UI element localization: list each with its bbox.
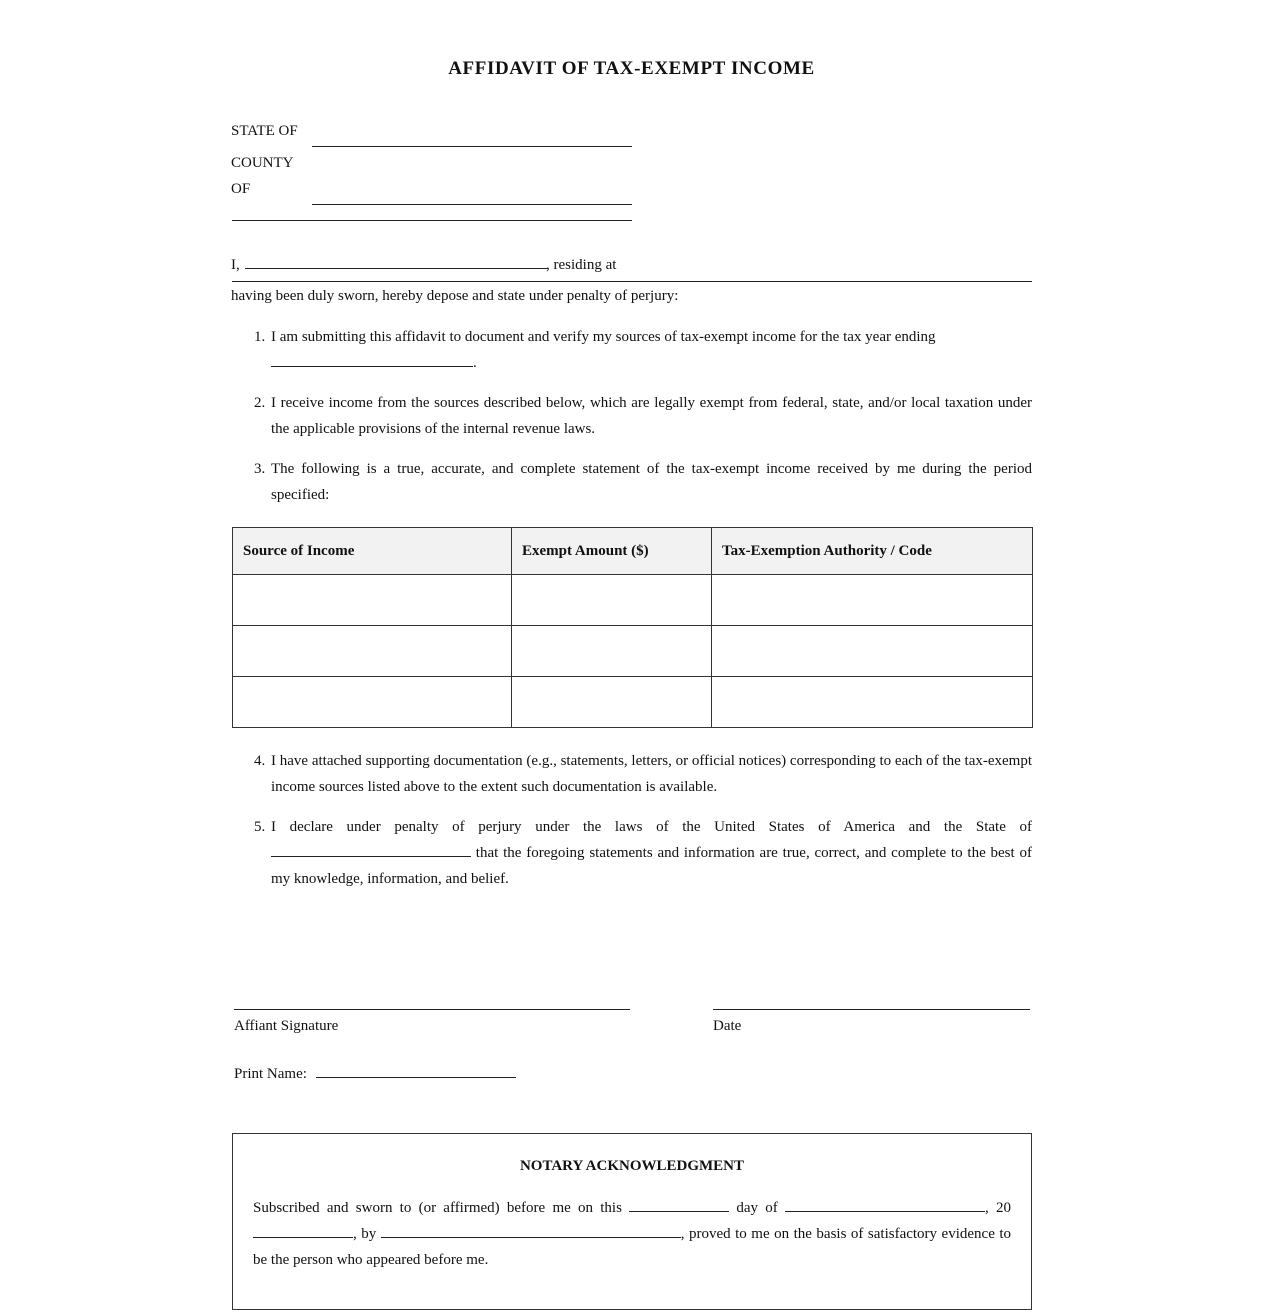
- table-cell[interactable]: [712, 575, 1033, 626]
- intro-prefix: I,: [231, 257, 240, 273]
- notary-text-5: , proved to me on the basis of satisfactory evidence to be the person who appeared before me.: [253, 1226, 1012, 1268]
- table-row: [233, 626, 1033, 677]
- county-label-line1: COUNTY: [231, 155, 294, 171]
- sworn-statement: having been duly sworn, hereby depose and state under penalty of perjury:: [231, 288, 679, 304]
- table-row: [233, 575, 1033, 626]
- affiant-signature-field[interactable]: [234, 1009, 630, 1010]
- item-number: 1.: [254, 329, 266, 345]
- column-header-amount: Exempt Amount ($): [512, 528, 712, 575]
- table-cell[interactable]: [233, 677, 512, 728]
- print-name-label: Print Name:: [234, 1066, 307, 1082]
- notary-text-1: Subscribed and sworn to (or affirmed) before me on this: [253, 1200, 622, 1216]
- item-5: [271, 814, 1032, 892]
- document-title: AFFIDAVIT OF TAX-EXEMPT INCOME: [448, 58, 815, 79]
- item-number: 5.: [254, 819, 266, 835]
- table-header-row: [233, 528, 1033, 575]
- affiant-name-field[interactable]: [245, 268, 547, 269]
- state-label: STATE OF: [231, 123, 298, 139]
- venue-divider: [232, 220, 632, 221]
- column-header-source: Source of Income: [233, 528, 512, 575]
- notary-day-field[interactable]: [629, 1197, 729, 1212]
- table-cell[interactable]: [712, 677, 1033, 728]
- notary-month-field[interactable]: [785, 1197, 985, 1212]
- column-header-authority: Tax-Exemption Authority / Code: [712, 528, 1033, 575]
- county-label-line2: OF: [231, 181, 251, 197]
- item-3: The following is a true, accurate, and complete statement of the tax-exempt income received by me during the period specified:: [271, 461, 1032, 503]
- residing-at-label: , residing at: [546, 257, 617, 273]
- date-field[interactable]: [713, 1009, 1030, 1010]
- income-table: [232, 527, 1033, 728]
- item-number: 3.: [254, 461, 266, 477]
- item-1-text: I am submitting this affidavit to document and verify my sources of tax-exempt income for the tax year ending: [271, 329, 936, 345]
- tax-year-ending-field[interactable]: [271, 352, 473, 367]
- notary-text-2: day of: [736, 1200, 778, 1216]
- item-5-text-b: that the foregoing statements and information are true, correct, and complete to the best of my knowledge, information, and belief.: [271, 845, 1032, 887]
- item-5-text-a: I declare under penalty of perjury under the laws of the United States of America and the State of: [271, 819, 1032, 835]
- item-number: 2.: [254, 395, 266, 411]
- date-label: Date: [713, 1018, 742, 1034]
- state-of-law-field[interactable]: [271, 842, 471, 857]
- item-2: I receive income from the sources described below, which are legally exempt from federal, state, and/or local taxation under the applicable provisions of the internal revenue laws.: [271, 395, 1032, 437]
- table-cell[interactable]: [712, 626, 1033, 677]
- notary-year-field[interactable]: [253, 1223, 353, 1238]
- table-cell[interactable]: [512, 626, 712, 677]
- notary-text-4: , by: [353, 1226, 377, 1242]
- notary-title: NOTARY ACKNOWLEDGMENT: [519, 1158, 745, 1174]
- table-row: [233, 677, 1033, 728]
- table-cell[interactable]: [512, 677, 712, 728]
- county-field[interactable]: [312, 204, 632, 205]
- table-cell[interactable]: [512, 575, 712, 626]
- notary-affiant-name-field[interactable]: [381, 1223, 681, 1238]
- item-1: [271, 324, 1032, 376]
- state-field[interactable]: [312, 146, 632, 147]
- print-name-field[interactable]: [316, 1077, 516, 1078]
- affiant-signature-label: Affiant Signature: [234, 1018, 339, 1034]
- notary-statement: [253, 1195, 1011, 1273]
- item-1-period: .: [473, 355, 477, 371]
- item-number: 4.: [254, 753, 266, 769]
- notary-acknowledgment-box: [232, 1133, 1032, 1310]
- table-cell[interactable]: [233, 575, 512, 626]
- residence-address-field[interactable]: [232, 281, 1032, 282]
- table-cell[interactable]: [233, 626, 512, 677]
- item-4: I have attached supporting documentation (e.g., statements, letters, or official notices) corresponding to each of the tax-exempt income sources listed above to the extent such documentation is available.: [271, 753, 1032, 795]
- notary-text-3: , 20: [985, 1200, 1011, 1216]
